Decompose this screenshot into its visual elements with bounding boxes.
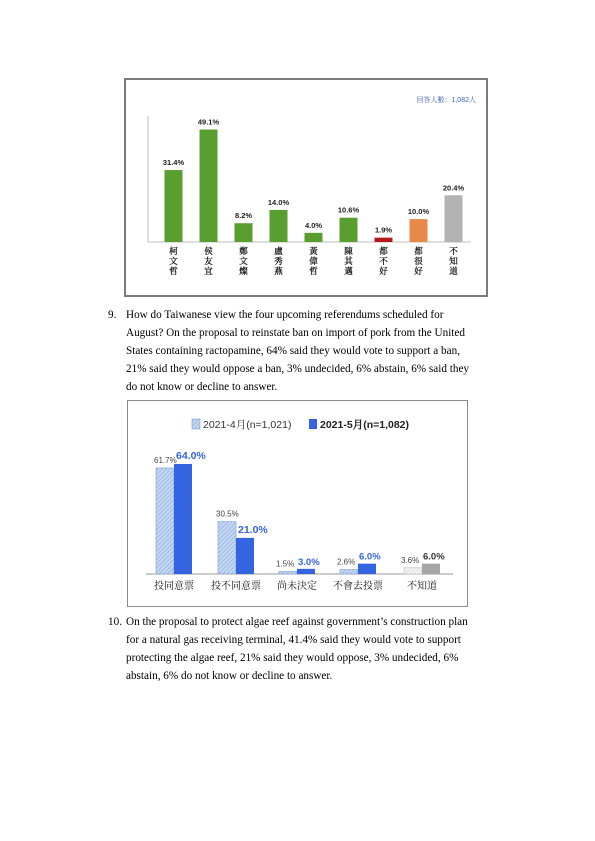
bar [340,218,358,242]
bar [375,238,393,242]
legend-label-may: 2021-5月(n=1,082) [320,419,410,431]
bar-value-label: 20.4% [442,183,465,193]
bar [305,233,323,242]
bar [270,210,288,242]
bar [165,170,183,242]
category-label: 不知道 [407,581,437,592]
question-9 [108,306,508,398]
category-label: 陳其邁 [344,246,353,276]
mayor-rating-chart [124,78,488,297]
category-label: 投不同意票 [211,581,261,592]
bar-april-value-label: 1.5% [276,559,295,569]
respondent-count-note: 回答人數：1,082人 [416,97,476,104]
category-label: 鄭文燦 [239,246,248,276]
bar-value-label: 10.0% [407,207,430,217]
bar-may-value-label: 6.0% [423,551,445,563]
bar-value-label: 49.1% [197,117,220,127]
bar-may [236,538,254,574]
bar-april [156,468,174,574]
question-10-line: On the proposal to protect algae reef against government’s construction plan [126,616,468,628]
category-label: 不知道 [449,246,458,276]
bar-may-value-label: 3.0% [298,556,320,568]
pork-referendum-chart [127,400,468,607]
bar-april [279,571,297,574]
category-label: 侯友宜 [204,246,213,276]
bar-may-value-label: 64.0% [176,450,206,462]
bar-may [422,564,440,574]
category-label: 都很好 [414,246,423,276]
bar-value-label: 1.9% [374,225,393,235]
category-label: 不會去投票 [333,581,383,592]
question-10-line: abstain, 6% do not know or decline to answer. [126,670,333,682]
bar-april-value-label: 3.6% [401,555,420,565]
bar-april [340,570,358,574]
bar-value-label: 31.4% [162,158,185,168]
bar-april-value-label: 61.7% [154,455,177,465]
question-10 [108,613,508,687]
question-10-text [126,613,468,685]
legend-swatch-april [192,419,200,429]
bar-may [358,564,376,574]
question-9-number: 9. [108,309,117,321]
bar-april [404,568,422,574]
category-label: 黃偉哲 [309,246,318,276]
bar-value-label: 14.0% [267,197,290,207]
question-9-line: August? On the proposal to reinstate ban on import of pork from the United [126,327,465,339]
question-10-number: 10. [108,616,122,628]
question-10-line: for a natural gas receiving terminal, 41.4% said they would vote to support [126,634,461,646]
bar-may-value-label: 21.0% [238,523,268,536]
bar [235,223,253,242]
legend-label-april: 2021-4月(n=1,021) [203,419,292,431]
bar-april-value-label: 2.6% [337,557,356,567]
bar-may-value-label: 6.0% [359,551,381,563]
question-9-text [126,306,469,396]
question-9-line: How do Taiwanese view the four upcoming referendums scheduled for [126,309,444,321]
bar-april-value-label: 30.5% [216,509,239,519]
bar-may [174,464,192,574]
bar [445,195,463,242]
question-9-line: States containing ractopamine, 64% said they would vote to support a ban, [126,345,460,357]
bar [200,130,218,242]
category-label: 柯文哲 [169,246,178,276]
bar-value-label: 10.6% [337,205,360,215]
bar-value-label: 8.2% [234,211,253,221]
question-10-line: protecting the algae reef, 21% said they would oppose, 3% undecided, 6% [126,652,459,664]
bar-value-label: 4.0% [304,220,323,230]
category-label: 投同意票 [154,581,194,592]
bar [410,219,428,242]
question-9-line: do not know or decline to answer. [126,381,278,393]
category-label: 盧秀燕 [274,246,283,276]
pork-referendum-bar-chart [128,401,467,606]
bar-april [218,522,236,574]
legend-swatch-may [309,419,317,429]
mayor-rating-bar-chart [126,80,486,295]
category-label: 尚未決定 [277,581,317,592]
question-9-line: 21% said they would oppose a ban, 3% undecided, 6% abstain, 6% said they [126,363,470,375]
bar-may [297,569,315,574]
category-label: 都不好 [379,246,388,276]
